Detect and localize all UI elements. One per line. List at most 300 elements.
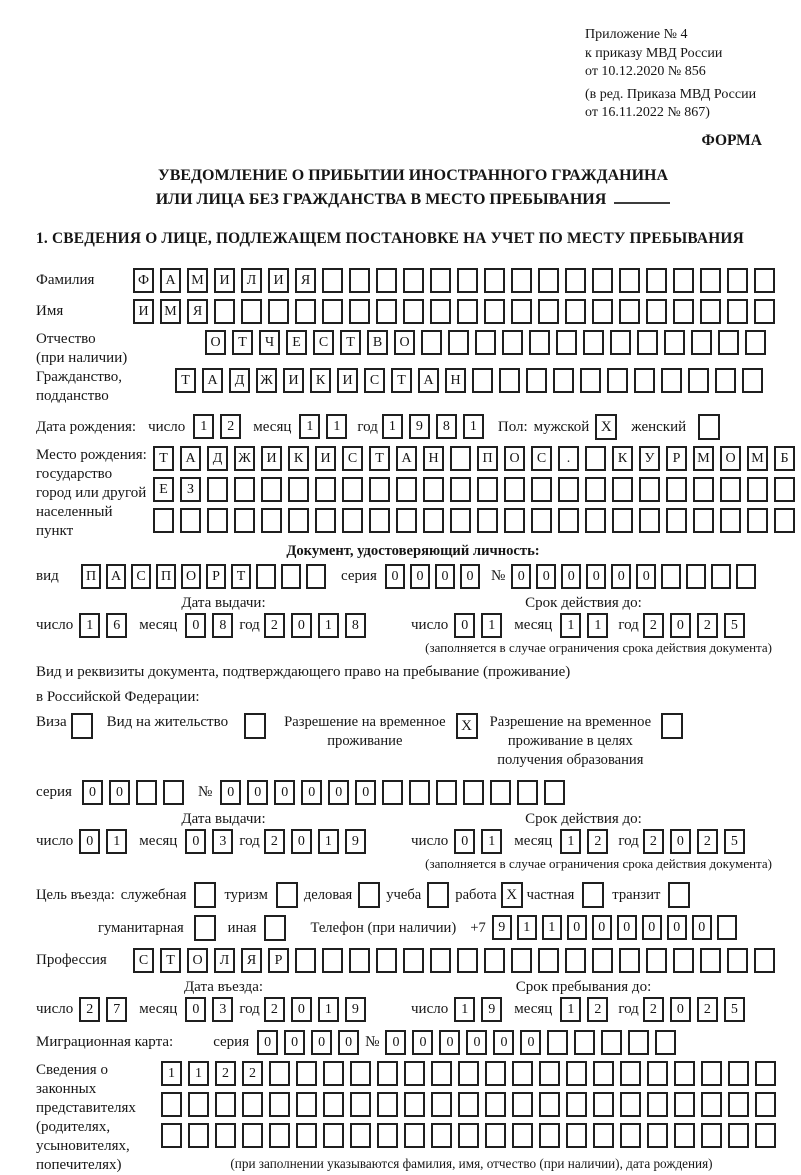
- char-cell[interactable]: 1: [560, 829, 581, 854]
- char-cell[interactable]: Т: [175, 368, 196, 393]
- char-cell[interactable]: 0: [670, 997, 691, 1022]
- char-cell[interactable]: [241, 299, 262, 324]
- char-cell[interactable]: 0: [611, 564, 631, 589]
- char-cell[interactable]: К: [310, 368, 331, 393]
- char-cell[interactable]: [490, 780, 511, 805]
- char-cell[interactable]: А: [418, 368, 439, 393]
- char-cell[interactable]: [382, 780, 403, 805]
- char-cell[interactable]: А: [106, 564, 126, 589]
- char-cell[interactable]: [458, 1123, 479, 1148]
- char-cell[interactable]: [700, 268, 721, 293]
- char-cell[interactable]: Т: [231, 564, 251, 589]
- char-cell[interactable]: 1: [318, 997, 339, 1022]
- char-cell[interactable]: [323, 1092, 344, 1117]
- char-cell[interactable]: [350, 1061, 371, 1086]
- char-cell[interactable]: [511, 948, 532, 973]
- char-cell[interactable]: [673, 299, 694, 324]
- char-cell[interactable]: [754, 299, 775, 324]
- char-cell[interactable]: [268, 299, 289, 324]
- char-cell[interactable]: [539, 1123, 560, 1148]
- char-cell[interactable]: [511, 268, 532, 293]
- char-cell[interactable]: 0: [536, 564, 556, 589]
- char-cell[interactable]: [322, 268, 343, 293]
- residence-permit-checkbox[interactable]: [244, 713, 266, 739]
- sex-female-checkbox[interactable]: [698, 414, 720, 440]
- char-cell[interactable]: [539, 1061, 560, 1086]
- char-cell[interactable]: [342, 508, 363, 533]
- char-cell[interactable]: [673, 268, 694, 293]
- char-cell[interactable]: 5: [724, 997, 745, 1022]
- char-cell[interactable]: [403, 948, 424, 973]
- char-cell[interactable]: [661, 368, 682, 393]
- char-cell[interactable]: [431, 1092, 452, 1117]
- char-cell[interactable]: [499, 368, 520, 393]
- char-cell[interactable]: И: [315, 446, 336, 471]
- char-cell[interactable]: [655, 1030, 676, 1055]
- char-cell[interactable]: [538, 268, 559, 293]
- char-cell[interactable]: [234, 477, 255, 502]
- char-cell[interactable]: [592, 948, 613, 973]
- char-cell[interactable]: 1: [481, 613, 502, 638]
- purpose-transit-checkbox[interactable]: [668, 882, 690, 908]
- char-cell[interactable]: 9: [481, 997, 502, 1022]
- char-cell[interactable]: [647, 1092, 668, 1117]
- char-cell[interactable]: [288, 477, 309, 502]
- char-cell[interactable]: В: [367, 330, 388, 355]
- char-cell[interactable]: [727, 268, 748, 293]
- char-cell[interactable]: 1: [517, 915, 537, 940]
- char-cell[interactable]: Е: [286, 330, 307, 355]
- char-cell[interactable]: 1: [79, 613, 100, 638]
- temp-residence-checkbox[interactable]: X: [456, 713, 478, 739]
- char-cell[interactable]: [691, 330, 712, 355]
- char-cell[interactable]: [512, 1061, 533, 1086]
- char-cell[interactable]: 0: [466, 1030, 487, 1055]
- char-cell[interactable]: [558, 508, 579, 533]
- char-cell[interactable]: 8: [436, 414, 457, 439]
- char-cell[interactable]: 0: [185, 613, 206, 638]
- char-cell[interactable]: [188, 1123, 209, 1148]
- char-cell[interactable]: [646, 948, 667, 973]
- purpose-tourism-checkbox[interactable]: [276, 882, 298, 908]
- purpose-work-checkbox[interactable]: X: [501, 882, 523, 908]
- char-cell[interactable]: [566, 1123, 587, 1148]
- sex-male-checkbox[interactable]: X: [595, 414, 617, 440]
- char-cell[interactable]: М: [747, 446, 768, 471]
- char-cell[interactable]: [593, 1092, 614, 1117]
- char-cell[interactable]: 0: [412, 1030, 433, 1055]
- char-cell[interactable]: [458, 1092, 479, 1117]
- char-cell[interactable]: Я: [187, 299, 208, 324]
- char-cell[interactable]: 2: [697, 613, 718, 638]
- char-cell[interactable]: И: [283, 368, 304, 393]
- char-cell[interactable]: 0: [109, 780, 130, 805]
- char-cell[interactable]: 0: [670, 829, 691, 854]
- char-cell[interactable]: [269, 1092, 290, 1117]
- char-cell[interactable]: [720, 508, 741, 533]
- char-cell[interactable]: П: [477, 446, 498, 471]
- char-cell[interactable]: 5: [724, 829, 745, 854]
- char-cell[interactable]: 1: [326, 414, 347, 439]
- char-cell[interactable]: [717, 915, 737, 940]
- char-cell[interactable]: С: [131, 564, 151, 589]
- char-cell[interactable]: [322, 299, 343, 324]
- char-cell[interactable]: [323, 1061, 344, 1086]
- char-cell[interactable]: [619, 268, 640, 293]
- char-cell[interactable]: [511, 299, 532, 324]
- char-cell[interactable]: [639, 477, 660, 502]
- char-cell[interactable]: [396, 508, 417, 533]
- char-cell[interactable]: [565, 268, 586, 293]
- char-cell[interactable]: Я: [295, 268, 316, 293]
- char-cell[interactable]: [531, 508, 552, 533]
- char-cell[interactable]: С: [313, 330, 334, 355]
- char-cell[interactable]: [673, 948, 694, 973]
- char-cell[interactable]: 3: [212, 829, 233, 854]
- char-cell[interactable]: 0: [460, 564, 480, 589]
- char-cell[interactable]: [544, 780, 565, 805]
- char-cell[interactable]: [720, 477, 741, 502]
- char-cell[interactable]: 0: [561, 564, 581, 589]
- char-cell[interactable]: 2: [643, 997, 664, 1022]
- purpose-private-checkbox[interactable]: [582, 882, 604, 908]
- char-cell[interactable]: [288, 508, 309, 533]
- char-cell[interactable]: [647, 1061, 668, 1086]
- char-cell[interactable]: С: [342, 446, 363, 471]
- char-cell[interactable]: 1: [161, 1061, 182, 1086]
- char-cell[interactable]: [674, 1123, 695, 1148]
- char-cell[interactable]: 0: [274, 780, 295, 805]
- char-cell[interactable]: [728, 1123, 749, 1148]
- char-cell[interactable]: [619, 948, 640, 973]
- char-cell[interactable]: [296, 1123, 317, 1148]
- char-cell[interactable]: [450, 446, 471, 471]
- char-cell[interactable]: [728, 1061, 749, 1086]
- char-cell[interactable]: С: [364, 368, 385, 393]
- char-cell[interactable]: [472, 368, 493, 393]
- char-cell[interactable]: [701, 1061, 722, 1086]
- char-cell[interactable]: [463, 780, 484, 805]
- char-cell[interactable]: 2: [264, 613, 285, 638]
- char-cell[interactable]: [188, 1092, 209, 1117]
- char-cell[interactable]: 8: [212, 613, 233, 638]
- char-cell[interactable]: 0: [493, 1030, 514, 1055]
- char-cell[interactable]: [736, 564, 756, 589]
- char-cell[interactable]: [701, 1123, 722, 1148]
- char-cell[interactable]: [556, 330, 577, 355]
- char-cell[interactable]: К: [288, 446, 309, 471]
- char-cell[interactable]: 1: [318, 613, 339, 638]
- char-cell[interactable]: 1: [560, 997, 581, 1022]
- char-cell[interactable]: 0: [328, 780, 349, 805]
- char-cell[interactable]: 0: [642, 915, 662, 940]
- char-cell[interactable]: [409, 780, 430, 805]
- char-cell[interactable]: 1: [481, 829, 502, 854]
- char-cell[interactable]: [727, 299, 748, 324]
- char-cell[interactable]: Е: [153, 477, 174, 502]
- char-cell[interactable]: С: [531, 446, 552, 471]
- char-cell[interactable]: 2: [697, 829, 718, 854]
- char-cell[interactable]: [376, 268, 397, 293]
- char-cell[interactable]: О: [187, 948, 208, 973]
- char-cell[interactable]: [612, 477, 633, 502]
- char-cell[interactable]: [448, 330, 469, 355]
- char-cell[interactable]: [634, 368, 655, 393]
- char-cell[interactable]: [754, 948, 775, 973]
- char-cell[interactable]: [502, 330, 523, 355]
- char-cell[interactable]: 0: [284, 1030, 305, 1055]
- char-cell[interactable]: Ф: [133, 268, 154, 293]
- char-cell[interactable]: [161, 1092, 182, 1117]
- char-cell[interactable]: [529, 330, 550, 355]
- char-cell[interactable]: 0: [454, 613, 475, 638]
- char-cell[interactable]: 0: [439, 1030, 460, 1055]
- purpose-official-checkbox[interactable]: [194, 882, 216, 908]
- char-cell[interactable]: Т: [160, 948, 181, 973]
- char-cell[interactable]: [484, 268, 505, 293]
- purpose-study-checkbox[interactable]: [427, 882, 449, 908]
- char-cell[interactable]: О: [205, 330, 226, 355]
- char-cell[interactable]: [153, 508, 174, 533]
- char-cell[interactable]: [727, 948, 748, 973]
- char-cell[interactable]: [674, 1061, 695, 1086]
- char-cell[interactable]: [666, 477, 687, 502]
- char-cell[interactable]: [376, 299, 397, 324]
- char-cell[interactable]: Н: [445, 368, 466, 393]
- char-cell[interactable]: [701, 1092, 722, 1117]
- char-cell[interactable]: [674, 1092, 695, 1117]
- char-cell[interactable]: [755, 1123, 776, 1148]
- char-cell[interactable]: 0: [592, 915, 612, 940]
- char-cell[interactable]: 5: [724, 613, 745, 638]
- char-cell[interactable]: 9: [345, 829, 366, 854]
- char-cell[interactable]: [585, 446, 606, 471]
- char-cell[interactable]: 8: [345, 613, 366, 638]
- char-cell[interactable]: [457, 268, 478, 293]
- char-cell[interactable]: [376, 948, 397, 973]
- char-cell[interactable]: О: [394, 330, 415, 355]
- char-cell[interactable]: Я: [241, 948, 262, 973]
- char-cell[interactable]: [774, 477, 795, 502]
- char-cell[interactable]: [242, 1092, 263, 1117]
- char-cell[interactable]: [637, 330, 658, 355]
- char-cell[interactable]: [369, 508, 390, 533]
- char-cell[interactable]: 9: [409, 414, 430, 439]
- char-cell[interactable]: [566, 1061, 587, 1086]
- char-cell[interactable]: [403, 299, 424, 324]
- char-cell[interactable]: [261, 508, 282, 533]
- char-cell[interactable]: [484, 299, 505, 324]
- char-cell[interactable]: [457, 948, 478, 973]
- char-cell[interactable]: [700, 948, 721, 973]
- char-cell[interactable]: [728, 1092, 749, 1117]
- char-cell[interactable]: [485, 1092, 506, 1117]
- char-cell[interactable]: [450, 508, 471, 533]
- char-cell[interactable]: [377, 1061, 398, 1086]
- char-cell[interactable]: 0: [511, 564, 531, 589]
- char-cell[interactable]: [700, 299, 721, 324]
- char-cell[interactable]: 0: [410, 564, 430, 589]
- char-cell[interactable]: 0: [82, 780, 103, 805]
- char-cell[interactable]: 2: [242, 1061, 263, 1086]
- char-cell[interactable]: [436, 780, 457, 805]
- char-cell[interactable]: Ж: [256, 368, 277, 393]
- char-cell[interactable]: З: [180, 477, 201, 502]
- char-cell[interactable]: 1: [463, 414, 484, 439]
- char-cell[interactable]: [450, 477, 471, 502]
- char-cell[interactable]: [281, 564, 301, 589]
- char-cell[interactable]: [404, 1061, 425, 1086]
- char-cell[interactable]: 1: [382, 414, 403, 439]
- purpose-other-checkbox[interactable]: [264, 915, 286, 941]
- char-cell[interactable]: Т: [340, 330, 361, 355]
- char-cell[interactable]: Т: [369, 446, 390, 471]
- char-cell[interactable]: [261, 477, 282, 502]
- char-cell[interactable]: [558, 477, 579, 502]
- char-cell[interactable]: 6: [106, 613, 127, 638]
- char-cell[interactable]: [647, 1123, 668, 1148]
- temp-residence-edu-checkbox[interactable]: [661, 713, 683, 739]
- char-cell[interactable]: 9: [492, 915, 512, 940]
- char-cell[interactable]: [421, 330, 442, 355]
- char-cell[interactable]: И: [261, 446, 282, 471]
- char-cell[interactable]: [180, 508, 201, 533]
- char-cell[interactable]: [269, 1061, 290, 1086]
- char-cell[interactable]: [620, 1123, 641, 1148]
- char-cell[interactable]: [296, 1092, 317, 1117]
- char-cell[interactable]: 2: [587, 997, 608, 1022]
- char-cell[interactable]: 0: [617, 915, 637, 940]
- char-cell[interactable]: 0: [435, 564, 455, 589]
- char-cell[interactable]: [504, 477, 525, 502]
- char-cell[interactable]: П: [156, 564, 176, 589]
- char-cell[interactable]: [512, 1092, 533, 1117]
- char-cell[interactable]: [517, 780, 538, 805]
- char-cell[interactable]: 2: [220, 414, 241, 439]
- char-cell[interactable]: 0: [257, 1030, 278, 1055]
- char-cell[interactable]: А: [180, 446, 201, 471]
- char-cell[interactable]: [693, 477, 714, 502]
- char-cell[interactable]: 0: [454, 829, 475, 854]
- char-cell[interactable]: М: [693, 446, 714, 471]
- char-cell[interactable]: 1: [318, 829, 339, 854]
- char-cell[interactable]: [484, 948, 505, 973]
- char-cell[interactable]: [295, 299, 316, 324]
- char-cell[interactable]: [458, 1061, 479, 1086]
- char-cell[interactable]: 0: [636, 564, 656, 589]
- char-cell[interactable]: [404, 1123, 425, 1148]
- char-cell[interactable]: [377, 1092, 398, 1117]
- char-cell[interactable]: [565, 299, 586, 324]
- char-cell[interactable]: [369, 477, 390, 502]
- char-cell[interactable]: 9: [345, 997, 366, 1022]
- char-cell[interactable]: И: [133, 299, 154, 324]
- char-cell[interactable]: [207, 508, 228, 533]
- char-cell[interactable]: [747, 477, 768, 502]
- char-cell[interactable]: [475, 330, 496, 355]
- char-cell[interactable]: И: [214, 268, 235, 293]
- char-cell[interactable]: 2: [79, 997, 100, 1022]
- char-cell[interactable]: [539, 1092, 560, 1117]
- char-cell[interactable]: 1: [587, 613, 608, 638]
- char-cell[interactable]: 2: [643, 829, 664, 854]
- char-cell[interactable]: Н: [423, 446, 444, 471]
- char-cell[interactable]: [585, 477, 606, 502]
- char-cell[interactable]: Л: [214, 948, 235, 973]
- char-cell[interactable]: [774, 508, 795, 533]
- char-cell[interactable]: [430, 948, 451, 973]
- char-cell[interactable]: [269, 1123, 290, 1148]
- char-cell[interactable]: [718, 330, 739, 355]
- char-cell[interactable]: [214, 299, 235, 324]
- char-cell[interactable]: [639, 508, 660, 533]
- char-cell[interactable]: 0: [291, 997, 312, 1022]
- char-cell[interactable]: [215, 1123, 236, 1148]
- char-cell[interactable]: С: [133, 948, 154, 973]
- char-cell[interactable]: Б: [774, 446, 795, 471]
- char-cell[interactable]: [215, 1092, 236, 1117]
- char-cell[interactable]: 2: [215, 1061, 236, 1086]
- char-cell[interactable]: 2: [697, 997, 718, 1022]
- char-cell[interactable]: [295, 948, 316, 973]
- char-cell[interactable]: [661, 564, 681, 589]
- char-cell[interactable]: 0: [291, 613, 312, 638]
- char-cell[interactable]: [349, 948, 370, 973]
- char-cell[interactable]: [242, 1123, 263, 1148]
- char-cell[interactable]: [688, 368, 709, 393]
- char-cell[interactable]: [620, 1061, 641, 1086]
- char-cell[interactable]: 0: [567, 915, 587, 940]
- char-cell[interactable]: И: [337, 368, 358, 393]
- char-cell[interactable]: [430, 299, 451, 324]
- char-cell[interactable]: 2: [643, 613, 664, 638]
- char-cell[interactable]: [538, 948, 559, 973]
- char-cell[interactable]: О: [181, 564, 201, 589]
- char-cell[interactable]: Р: [206, 564, 226, 589]
- char-cell[interactable]: [593, 1061, 614, 1086]
- char-cell[interactable]: Д: [229, 368, 250, 393]
- char-cell[interactable]: [504, 508, 525, 533]
- char-cell[interactable]: [538, 299, 559, 324]
- char-cell[interactable]: [565, 948, 586, 973]
- char-cell[interactable]: П: [81, 564, 101, 589]
- char-cell[interactable]: [547, 1030, 568, 1055]
- char-cell[interactable]: 1: [542, 915, 562, 940]
- char-cell[interactable]: [477, 477, 498, 502]
- char-cell[interactable]: [666, 508, 687, 533]
- char-cell[interactable]: 0: [79, 829, 100, 854]
- char-cell[interactable]: [755, 1092, 776, 1117]
- char-cell[interactable]: [350, 1092, 371, 1117]
- char-cell[interactable]: [620, 1092, 641, 1117]
- char-cell[interactable]: [403, 268, 424, 293]
- char-cell[interactable]: [526, 368, 547, 393]
- char-cell[interactable]: [553, 368, 574, 393]
- char-cell[interactable]: [296, 1061, 317, 1086]
- char-cell[interactable]: .: [558, 446, 579, 471]
- char-cell[interactable]: [583, 330, 604, 355]
- char-cell[interactable]: [745, 330, 766, 355]
- char-cell[interactable]: [747, 508, 768, 533]
- char-cell[interactable]: О: [720, 446, 741, 471]
- char-cell[interactable]: Т: [391, 368, 412, 393]
- purpose-humanitarian-checkbox[interactable]: [194, 915, 216, 941]
- char-cell[interactable]: Т: [153, 446, 174, 471]
- char-cell[interactable]: [686, 564, 706, 589]
- char-cell[interactable]: 0: [185, 829, 206, 854]
- char-cell[interactable]: К: [612, 446, 633, 471]
- char-cell[interactable]: [256, 564, 276, 589]
